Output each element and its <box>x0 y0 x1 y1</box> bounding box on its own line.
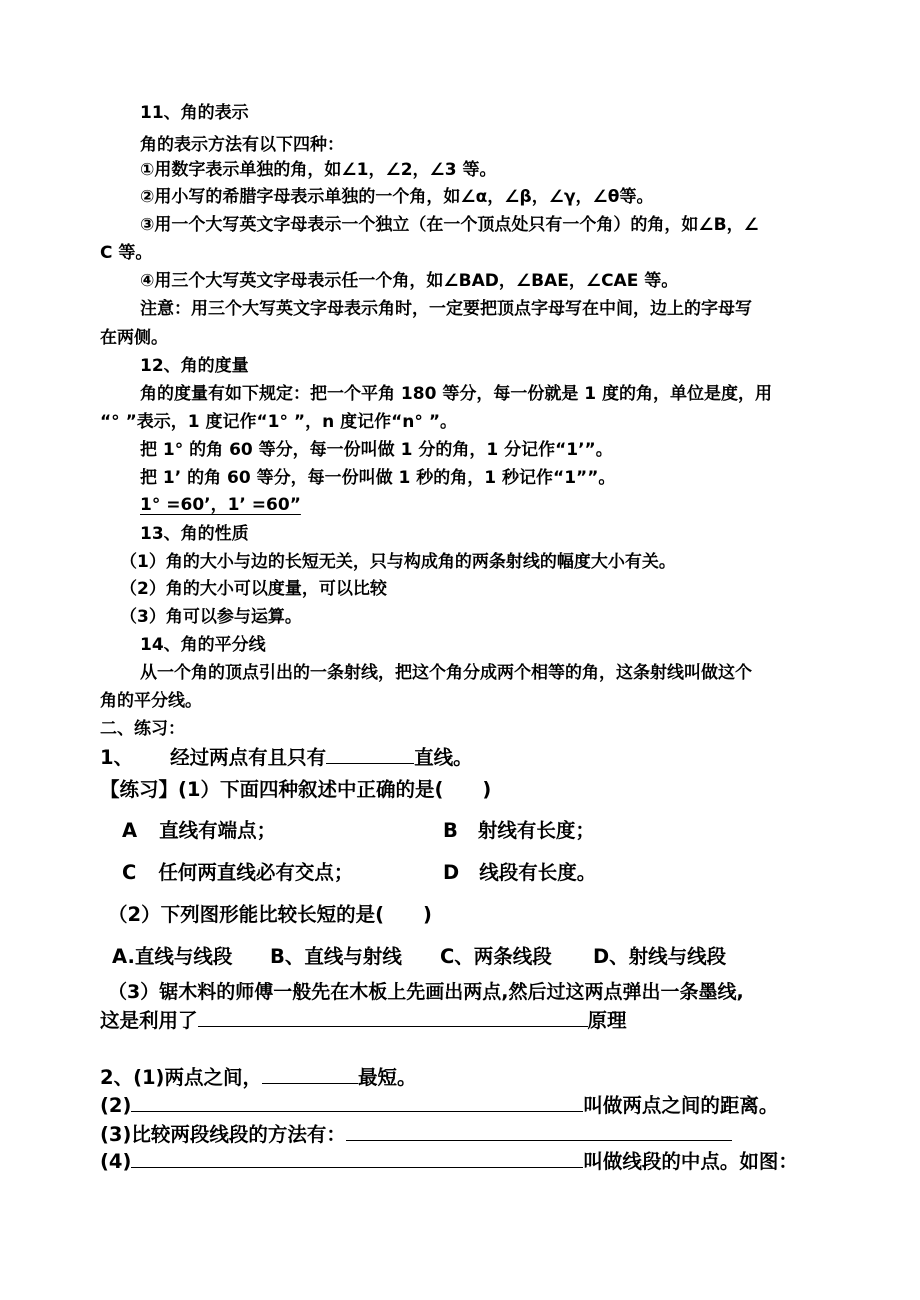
question-2-1-suffix: 最短。 <box>357 1066 417 1089</box>
option-1d <box>443 859 596 887</box>
method-1: ①用数字表示单独的角，如∠1，∠2，∠3 等。 <box>140 160 497 180</box>
degree-rule-line1: 角的度量有如下规定：把一个平角 180 等分，每一份就是 1 度的角，单位是度，用 <box>140 384 772 404</box>
option-2d: D、射线与线段 <box>593 945 727 968</box>
question-2-2 <box>100 1092 778 1120</box>
method-3-line1: ③用一个大写英文字母表示一个独立（在一个顶点处只有一个角）的角，如∠B，∠ <box>140 215 759 235</box>
method-3-line2: C 等。 <box>100 243 153 263</box>
option-1b-key: B <box>443 819 458 842</box>
question-1-prefix: 经过两点有且只有 <box>170 746 327 769</box>
question-2-3-prefix: (3)比较两段线段的方法有： <box>100 1123 346 1146</box>
question-2-1-prefix: 2、(1)两点之间， <box>100 1066 262 1089</box>
practice-3-suffix: 原理 <box>587 1009 627 1032</box>
practice-2-question: （2）下列图形能比较长短的是( ) <box>108 903 432 926</box>
question-2-3 <box>100 1121 732 1149</box>
note-line2: 在两侧。 <box>100 328 168 348</box>
practice-1-text: (1）下面四种叙述中正确的是( ) <box>178 778 492 801</box>
option-1b <box>443 817 595 845</box>
option-1a <box>122 817 276 845</box>
note-line1: 注意：用三个大写英文字母表示角时，一定要把顶点字母写在中间，边上的字母写 <box>140 299 752 319</box>
second-rule: 把 1’ 的角 60 等分，每一份叫做 1 秒的角，1 秒记作“1””。 <box>140 468 616 488</box>
option-2a: A.直线与线段 <box>112 945 233 968</box>
option-2c: C、两条线段 <box>440 945 552 968</box>
question-2-2-suffix: 叫做两点之间的距离。 <box>583 1094 779 1117</box>
practice-3-question-line1: （3）锯木料的师傅一般先在木板上先画出两点,然后过这两点弹出一条墨线, <box>108 981 744 1003</box>
unit-conversion: 1° =60’，1’ =60” <box>140 495 301 515</box>
minute-rule: 把 1° 的角 60 等分，每一份叫做 1 分的角，1 分记作“1’”。 <box>140 440 613 460</box>
degree-rule-line2: “° ”表示，1 度记作“1° ”，n 度记作“n° ”。 <box>100 412 457 432</box>
practice-3-question-line2 <box>100 1007 627 1035</box>
method-2: ②用小写的希腊字母表示单独的一个角，如∠α，∠β，∠γ，∠θ等。 <box>140 187 654 207</box>
practice-1-question <box>100 776 491 804</box>
question-1-blank[interactable] <box>326 745 414 764</box>
question-2-1-blank[interactable] <box>262 1065 358 1084</box>
bisector-def-line1: 从一个角的顶点引出的一条射线，把这个角分成两个相等的角，这条射线叫做这个 <box>140 663 752 683</box>
question-2-4 <box>100 1148 798 1176</box>
option-1a-text: 直线有端点； <box>159 819 277 842</box>
option-1b-text: 射线有长度； <box>477 819 595 842</box>
question-2-4-suffix: 叫做线段的中点。如图： <box>583 1150 798 1173</box>
option-1a-key: A <box>122 819 138 842</box>
option-1c-text: 任何两直线必有交点； <box>158 861 354 884</box>
section-11-title: 11、角的表示 <box>140 103 249 123</box>
question-2-4-number: (4) <box>100 1150 132 1173</box>
exercise-heading: 二、练习： <box>100 719 185 739</box>
question-1 <box>100 744 473 772</box>
option-1d-key: D <box>443 861 460 884</box>
option-1c <box>122 859 353 887</box>
section-14-title: 14、角的平分线 <box>140 635 266 655</box>
practice-label: 【练习】 <box>100 778 179 801</box>
property-3: （3）角可以参与运算。 <box>120 607 302 627</box>
practice-3-prefix: 这是利用了 <box>100 1009 198 1032</box>
method-4: ④用三个大写英文字母表示任一个角，如∠BAD，∠BAE，∠CAE 等。 <box>140 271 679 291</box>
question-2-2-number: (2) <box>100 1094 132 1117</box>
question-2-1 <box>100 1064 416 1092</box>
question-1-suffix: 直线。 <box>414 746 473 769</box>
question-2-2-blank[interactable] <box>131 1093 583 1112</box>
section-11-intro: 角的表示方法有以下四种： <box>140 135 344 155</box>
property-1: （1）角的大小与边的长短无关，只与构成角的两条射线的幅度大小有关。 <box>120 552 676 572</box>
section-12-title: 12、角的度量 <box>140 356 249 376</box>
question-2-3-blank[interactable] <box>346 1122 732 1141</box>
practice-3-blank[interactable] <box>198 1008 588 1027</box>
option-1c-key: C <box>122 861 137 884</box>
question-1-number: 1、 <box>100 746 134 769</box>
option-2b: B、直线与射线 <box>270 945 402 968</box>
section-13-title: 13、角的性质 <box>140 524 249 544</box>
question-2-4-blank[interactable] <box>131 1149 583 1168</box>
bisector-def-line2: 角的平分线。 <box>100 691 202 711</box>
option-1d-text: 线段有长度。 <box>479 861 597 884</box>
property-2: （2）角的大小可以度量，可以比较 <box>120 579 387 599</box>
